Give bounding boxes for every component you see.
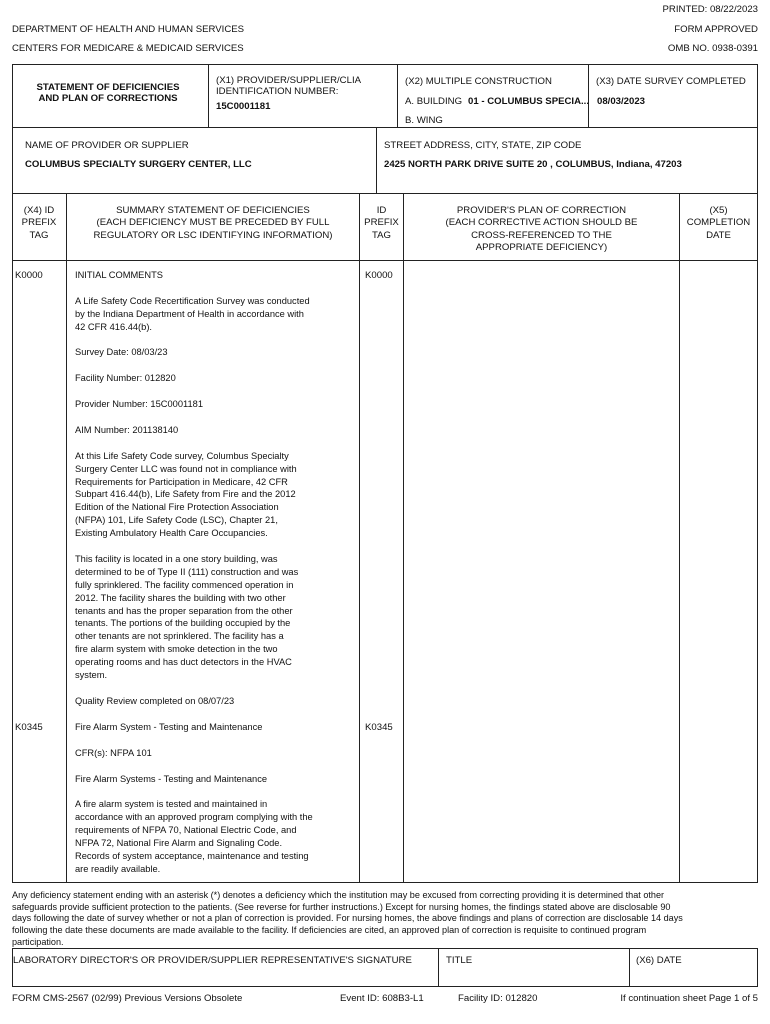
row-divider-3	[12, 260, 758, 261]
signature-top-border	[12, 948, 758, 949]
address-label: STREET ADDRESS, CITY, STATE, ZIP CODE	[384, 140, 582, 151]
col-x4-header: (X4) ID PREFIX TAG	[21, 205, 57, 241]
page-number: If continuation sheet Page 1 of 5	[620, 993, 758, 1004]
top-border	[12, 64, 758, 65]
provider-divider	[376, 127, 377, 193]
divider-x1	[208, 64, 209, 127]
k0000-prefix-tag: K0000	[15, 270, 43, 281]
deficiency-disclaimer: Any deficiency statement ending with an asterisk (*) denotes a deficiency which the institution may be excused from correcting providing it is determined that other safeguards provide sufficient protection to the patients. (See reverse for further instructions.) Except for nursing homes, the findings stated above are disclosable 90 days following the date of survey whether or not a plan of correction is provided. For nursing homes, the above findings and plans of correction are disclosable 14 days following the date these documents are made available to the facility. If deficiencies are cited, an approved plan of correction is requisite to continued program participation.	[12, 890, 683, 947]
provider-name-value: COLUMBUS SPECIALTY SURGERY CENTER, LLC	[25, 159, 252, 170]
col-divider-2	[359, 193, 360, 882]
k0345-prefix-tag: K0345	[15, 722, 43, 733]
x3-value: 08/03/2023	[597, 96, 646, 107]
signature-left-border	[12, 948, 13, 986]
signature-label: LABORATORY DIRECTOR'S OR PROVIDER/SUPPLIER REPRESENTATIVE'S SIGNATURE	[13, 955, 412, 966]
event-id: Event ID: 608B3-L1	[340, 993, 424, 1004]
signature-bottom-border	[12, 986, 758, 987]
x2-label: (X2) MULTIPLE CONSTRUCTION	[405, 76, 552, 87]
facility-id: Facility ID: 012820	[458, 993, 538, 1004]
left-border	[12, 64, 13, 882]
wing-label: B. WING	[405, 115, 443, 126]
k0345-summary-text: Fire Alarm System - Testing and Maintenance CFR(s): NFPA 101 Fire Alarm Systems - Testing and Maintenance A fire alarm system is tested and maintained in accordance with an approved program complying with the requirements of NFPA 70, National Electric Code, and NFPA 72, National Fire Alarm and Signaling Code. Records of system acceptance, maintenance and testing are readily available.	[75, 722, 313, 874]
col-divider-3	[403, 193, 404, 882]
col-x5-header: (X5) COMPLETION DATE	[686, 205, 751, 241]
col-divider-1	[66, 193, 67, 882]
building-label: A. BUILDING	[405, 96, 463, 107]
x6-date-label: (X6) DATE	[636, 955, 682, 966]
title-divider	[438, 948, 439, 986]
body-bottom-border	[12, 882, 758, 883]
form-identifier: FORM CMS-2567 (02/99) Previous Versions Obsolete	[12, 993, 243, 1004]
divider-x2	[397, 64, 398, 127]
row-divider-2	[12, 193, 758, 194]
col-divider-4	[679, 193, 680, 882]
provider-name-label: NAME OF PROVIDER OR SUPPLIER	[25, 140, 189, 151]
k0345-id-tag: K0345	[365, 722, 393, 733]
building-value: 01 - COLUMBUS SPECIA...	[468, 96, 590, 107]
x1-value: 15C0001181	[216, 101, 271, 112]
col-id-header: ID PREFIX TAG	[364, 205, 399, 241]
statement-title: STATEMENT OF DEFICIENCIES AND PLAN OF CORRECTIONS	[36, 82, 180, 104]
signature-right-border	[757, 948, 758, 986]
row-divider-1	[12, 127, 758, 128]
date-divider	[629, 948, 630, 986]
agency-name: CENTERS FOR MEDICARE & MEDICAID SERVICES	[12, 43, 244, 54]
col-summary-header: SUMMARY STATEMENT OF DEFICIENCIES (EACH DEFICIENCY MUST BE PRECEDED BY FULL REGULATORY OR LSC IDENTIFYING INFORMATION)	[93, 205, 333, 241]
address-value: 2425 NORTH PARK DRIVE SUITE 20 , COLUMBUS, Indiana, 47203	[384, 159, 682, 170]
title-label: TITLE	[446, 955, 473, 966]
right-border	[757, 64, 758, 882]
k0000-id-tag: K0000	[365, 270, 393, 281]
x3-label: (X3) DATE SURVEY COMPLETED	[596, 76, 746, 87]
omb-number: OMB NO. 0938-0391	[667, 43, 758, 54]
form-approved: FORM APPROVED	[674, 24, 758, 35]
printed-date: PRINTED: 08/22/2023	[662, 4, 758, 15]
department-name: DEPARTMENT OF HEALTH AND HUMAN SERVICES	[12, 24, 245, 35]
col-plan-header: PROVIDER'S PLAN OF CORRECTION (EACH CORRECTIVE ACTION SHOULD BE CROSS-REFERENCED TO THE APPROPRIATE DEFICIENCY)	[445, 205, 638, 253]
x1-label: (X1) PROVIDER/SUPPLIER/CLIA IDENTIFICATION NUMBER:	[216, 75, 362, 97]
k0000-summary-text: INITIAL COMMENTS A Life Safety Code Recertification Survey was conducted by the Indiana Department of Health in accordance with 42 CFR 416.44(b). Survey Date: 08/03/23 Facility Number: 012820 Provider Number: 15C0001181 AIM Number: 201138140 At this Life Safety Code survey, Columbus Specialty Surgery Center LLC was found not in compliance with Requirements for Participation in Medicare, 42 CFR Subpart 416.44(b), Life Safety from Fire and the 2012 Edition of the National Fire Protection Association (NFPA) 101, Life Safety Code (LSC), Chapter 21, Existing Ambulatory Health Care Occupancies. This facility is located in a one story building, was determined to be of Type II (111) construction and was fully sprinklered. The facility commenced operation in 2012. The facility shares the building with two other tenants and has the proper separation from the other tenants. The portions of the building occupied by the other tenants are not sprinklered. The facility has a fire alarm system with smoke detection in the two operating rooms and has duct detectors in the HVAC system. Quality Review completed on 08/07/23	[75, 270, 310, 706]
